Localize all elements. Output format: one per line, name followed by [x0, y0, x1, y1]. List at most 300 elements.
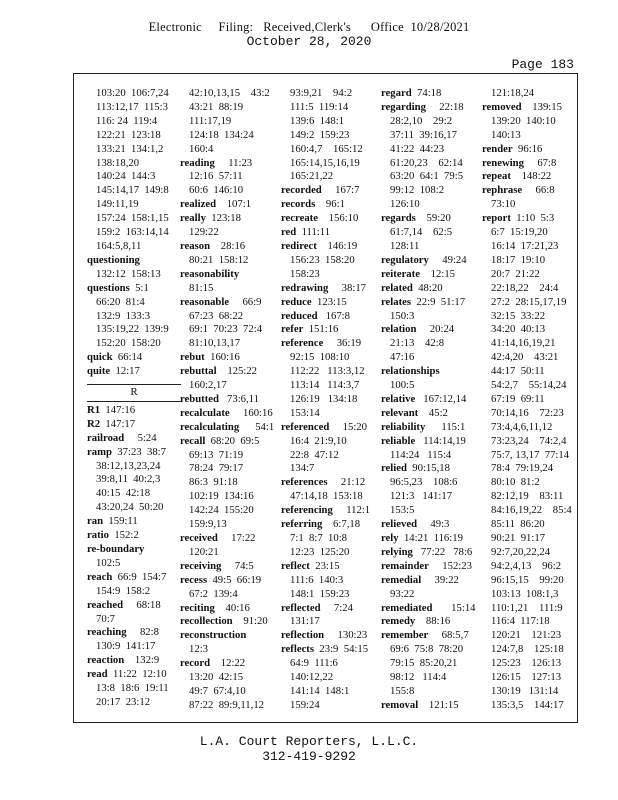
index-continuation — [180, 101, 274, 115]
index-entry — [87, 432, 181, 446]
index-entry — [87, 365, 181, 379]
page-line-refs: 45:2 — [418, 406, 448, 419]
index-word: reading — [180, 156, 215, 169]
index-continuation — [180, 379, 274, 393]
index-continuation — [281, 435, 375, 449]
index-continuation — [381, 588, 475, 602]
index-continuation — [381, 143, 475, 157]
index-entry — [180, 407, 274, 421]
index-continuation — [381, 643, 475, 657]
page-line-refs: 94:2,4,13 96:2 — [491, 559, 562, 572]
index-word: referencing — [281, 504, 333, 517]
page-line-refs: 22:8 47:12 — [290, 448, 339, 461]
page-line-refs: 5:1 — [129, 281, 149, 294]
page-line-refs: 93:9,21 94:2 — [290, 87, 353, 99]
index-entry — [381, 615, 475, 629]
section-heading: R — [130, 386, 138, 399]
page-line-refs: 133:21 134:1,2 — [96, 142, 164, 155]
index-entry — [381, 518, 475, 532]
page-line-refs: 96:15,15 99:20 — [491, 573, 564, 586]
index-continuation — [87, 129, 181, 143]
index-word: remainder — [381, 559, 429, 572]
index-continuation — [281, 143, 375, 157]
page-line-refs: 167:12,14 — [415, 392, 467, 405]
index-continuation — [180, 685, 274, 699]
page-line-refs: 126:10 — [390, 198, 420, 211]
page-line-refs: 111:17,19 — [189, 114, 232, 127]
index-word: removal — [381, 698, 419, 711]
index-entry — [87, 599, 181, 613]
page-line-refs: 157:24 158:1,15 — [96, 212, 169, 225]
page-line-refs: 43:20,24 50:20 — [96, 501, 164, 514]
index-entry — [87, 282, 181, 296]
index-entry — [180, 435, 274, 449]
page-line-refs: 66:8 — [522, 184, 555, 197]
index-continuation — [87, 613, 181, 627]
index-entry — [87, 418, 181, 432]
page-line-refs: 20:7 21:22 — [491, 267, 540, 280]
index-continuation — [482, 546, 576, 560]
index-entry — [381, 393, 475, 407]
page-line-refs: 96:16 — [512, 142, 543, 155]
page-line-refs: 74:18 — [411, 87, 442, 99]
index-continuation — [180, 462, 274, 476]
index-continuation — [87, 585, 181, 599]
page-line-refs: 85:11 86:20 — [491, 518, 545, 531]
index-word: ran — [87, 515, 104, 528]
index-continuation — [482, 462, 576, 476]
index-continuation — [482, 629, 576, 643]
index-continuation — [87, 170, 181, 184]
page-line-refs: 92:7,20,22,24 — [491, 545, 551, 558]
index-continuation — [482, 671, 576, 685]
index-word: recreate — [281, 212, 318, 225]
index-entry — [281, 504, 375, 518]
index-continuation — [482, 351, 576, 365]
page-line-refs: 110:1,21 111:9 — [491, 601, 563, 614]
index-continuation — [281, 268, 375, 282]
index-column-3 — [281, 87, 375, 713]
page-line-refs: 12:15 — [419, 267, 456, 280]
index-entry — [381, 323, 475, 337]
page-line-refs: 93:22 — [390, 587, 415, 600]
page-line-refs: 75:7, 13,17 77:14 — [491, 448, 570, 461]
index-word: reiterate — [381, 267, 420, 280]
page-line-refs: 6:7 15:19,20 — [491, 226, 548, 239]
index-entry — [482, 157, 576, 171]
index-entry — [87, 254, 181, 268]
page-line-refs: 21:12 — [327, 476, 366, 489]
page-line-refs: 152:20 158:20 — [96, 337, 161, 350]
page-line-refs: 124:7,8 125:18 — [491, 643, 564, 656]
page-line-refs: 16:4 21:9,10 — [290, 434, 347, 447]
index-entry — [281, 602, 375, 616]
page-line-refs: 22:18,22 24:4 — [491, 281, 559, 294]
index-entry — [180, 657, 274, 671]
index-continuation — [281, 365, 375, 379]
index-word: remedy — [381, 615, 416, 628]
index-entry — [381, 435, 475, 449]
index-word: referenced — [281, 420, 330, 433]
index-word: references — [281, 476, 328, 489]
index-continuation — [281, 490, 375, 504]
page-line-refs: 122:21 123:18 — [96, 128, 161, 141]
page-line-refs: 67:19 69:11 — [491, 392, 545, 405]
index-entry — [180, 560, 274, 574]
index-entry — [180, 198, 274, 212]
index-entry — [381, 296, 475, 310]
index-word: reasonability — [180, 267, 240, 280]
page-line-refs: 132:12 158:13 — [96, 267, 161, 280]
index-continuation — [281, 393, 375, 407]
page-line-refs: 112:22 113:3,12 — [290, 365, 365, 378]
page-line-refs: 121:3 141:17 — [390, 490, 453, 503]
page-line-refs: 111:6 140:3 — [290, 573, 344, 586]
index-entry — [180, 157, 274, 171]
index-continuation — [87, 310, 181, 324]
index-word: record — [180, 657, 211, 670]
index-entry — [87, 404, 181, 418]
index-continuation — [180, 143, 274, 157]
index-continuation — [87, 501, 181, 515]
index-entry — [281, 212, 375, 226]
index-word: relying — [381, 545, 413, 558]
index-continuation — [482, 602, 576, 616]
page-line-refs: 159:2 163:14,14 — [96, 226, 169, 239]
page-line-refs: 107:1 — [216, 198, 252, 211]
index-continuation — [281, 671, 375, 685]
index-word: redirect — [281, 239, 317, 252]
page-line-refs: 140:12,22 — [290, 671, 334, 684]
index-continuation — [482, 226, 576, 240]
index-entry — [482, 212, 576, 226]
index-word: render — [482, 142, 513, 155]
page-line-refs: 112:1 — [332, 504, 371, 517]
page-line-refs: 139:15 — [521, 100, 562, 113]
index-continuation — [87, 460, 181, 474]
page-line-refs: 132:9 — [124, 654, 160, 667]
index-continuation — [281, 101, 375, 115]
index-continuation — [381, 115, 475, 129]
page-line-refs: 66:9 — [229, 295, 262, 308]
index-word: reflects — [281, 643, 315, 656]
page-line-refs: 111:11 — [296, 226, 331, 239]
index-continuation — [381, 170, 475, 184]
index-continuation — [180, 115, 274, 129]
index-entry — [381, 421, 475, 435]
page-line-refs: 67:23 68:22 — [189, 309, 244, 322]
page-line-refs: 12:16 57:11 — [189, 170, 243, 183]
index-word: realized — [180, 198, 217, 211]
index-continuation — [281, 532, 375, 546]
index-continuation — [281, 157, 375, 171]
index-continuation — [381, 157, 475, 171]
page-line-refs: 82:8 — [126, 626, 159, 639]
page-line-refs: 159:24 — [290, 698, 320, 711]
index-continuation — [482, 393, 576, 407]
index-word: relieved — [381, 518, 418, 531]
index-continuation — [180, 254, 274, 268]
index-column-4 — [381, 87, 475, 713]
index-entry — [87, 626, 181, 640]
index-entry — [87, 571, 181, 585]
index-continuation — [482, 268, 576, 282]
index-entry — [281, 629, 375, 643]
index-continuation — [281, 407, 375, 421]
page-line-refs: 67:8 — [523, 156, 557, 169]
index-continuation — [482, 296, 576, 310]
index-entry — [180, 365, 274, 379]
index-entry — [381, 407, 475, 421]
index-continuation — [87, 157, 181, 171]
page-line-refs: 130:23 — [324, 629, 368, 642]
page-line-refs: 114:14,19 — [415, 434, 466, 447]
index-continuation — [482, 240, 576, 254]
page-line-refs: 17:22 — [217, 532, 256, 544]
page-line-refs: 123:18 — [205, 212, 241, 225]
index-continuation — [281, 254, 375, 268]
index-continuation — [180, 310, 274, 324]
page-line-refs: 5:24 — [124, 431, 157, 444]
index-entry — [281, 323, 375, 337]
page-line-refs: 116:4 117:18 — [491, 615, 550, 628]
page-line-refs: 41:22 44:23 — [390, 142, 445, 155]
index-word: recalculating — [180, 420, 240, 433]
index-word: regards — [381, 212, 416, 225]
index-word: rebuttal — [180, 365, 217, 378]
page-line-refs: 102:19 134:16 — [189, 490, 254, 503]
page-line-refs: 66:14 — [112, 351, 143, 364]
page-line-refs: 151:16 — [303, 323, 339, 336]
index-continuation — [381, 379, 475, 393]
page-line-refs: 70:14,16 72:23 — [491, 406, 564, 419]
page-line-refs: 167:8 — [317, 309, 350, 322]
page-line-refs: 38:17 — [328, 281, 367, 294]
index-continuation — [87, 87, 181, 101]
page-line-refs: 13:20 42:15 — [189, 671, 244, 684]
page-line-refs: 78:4 79:19,24 — [491, 462, 554, 475]
index-word: reconstruction — [180, 629, 247, 642]
page-line-refs: 68:5,7 — [428, 629, 469, 642]
index-continuation — [87, 640, 181, 654]
index-continuation — [482, 560, 576, 574]
index-word: removed — [482, 100, 522, 113]
index-continuation — [281, 379, 375, 393]
index-word: quick — [87, 351, 113, 364]
index-continuation — [482, 254, 576, 268]
index-word: recess — [180, 573, 208, 586]
index-entry — [180, 629, 274, 643]
page-line-refs: 13:8 18:6 19:11 — [96, 682, 169, 695]
page-line-refs: 69:1 70:23 72:4 — [189, 323, 263, 336]
index-entry — [381, 212, 475, 226]
page-line-refs: 27:2 28:15,17,19 — [491, 295, 567, 308]
page-line-refs: 148:1 159:23 — [290, 587, 350, 600]
page-line-refs: 54:2,7 55:14,24 — [491, 379, 567, 392]
index-entry — [281, 421, 375, 435]
index-entry — [180, 351, 274, 365]
index-entry — [482, 170, 576, 184]
page-line-refs: 99:12 108:2 — [390, 184, 445, 197]
page-line-refs: 43:21 88:19 — [189, 100, 244, 113]
page-line-refs: 73:23,24 74:2,4 — [491, 434, 567, 447]
index-word: railroad — [87, 431, 125, 444]
index-entry — [87, 529, 181, 543]
page-line-refs: 120:21 — [189, 545, 219, 558]
page-line-refs: 120:21 121:23 — [491, 629, 562, 642]
page-line-refs: 154:9 158:2 — [96, 584, 151, 597]
page-line-refs: 90:15,18 — [406, 462, 450, 475]
page-line-refs: 22:18 — [425, 100, 464, 113]
index-entry — [87, 351, 181, 365]
index-entry — [381, 629, 475, 643]
index-continuation — [87, 682, 181, 696]
index-continuation — [180, 490, 274, 504]
section-divider — [87, 384, 181, 385]
index-continuation — [482, 490, 576, 504]
index-word: renewing — [482, 156, 524, 169]
page-line-refs: 135:3,5 144:17 — [491, 698, 564, 711]
page-line-refs: 149:11,19 — [96, 198, 139, 211]
index-continuation — [87, 184, 181, 198]
index-word: reaching — [87, 626, 127, 639]
page-line-refs: 38:12,13,23,24 — [96, 459, 161, 472]
page-line-refs: 160:16 — [204, 351, 240, 364]
index-continuation — [281, 699, 375, 713]
page-line-refs: 153:14 — [290, 406, 320, 419]
index-continuation — [482, 379, 576, 393]
page-line-refs: 28:2,10 29:2 — [390, 114, 453, 127]
page-line-refs: 88:16 — [415, 615, 451, 628]
index-box — [73, 73, 578, 723]
index-entry — [87, 446, 181, 460]
page-line-refs: 41:14,16,19,21 — [491, 337, 556, 350]
page-line-refs: 115:1 — [425, 420, 466, 433]
index-entry — [381, 282, 475, 296]
page-line-refs: 131:17 — [290, 615, 320, 628]
index-continuation — [281, 115, 375, 129]
page-line-refs: 40:15 42:18 — [96, 487, 151, 500]
index-word: reliability — [381, 420, 426, 433]
index-word: remediated — [381, 601, 433, 614]
index-entry — [381, 268, 475, 282]
page-line-refs: 130:9 141:17 — [96, 640, 156, 653]
page-line-refs: 59:20 — [415, 212, 451, 225]
index-entry — [381, 602, 475, 616]
index-continuation — [482, 574, 576, 588]
index-continuation — [180, 87, 274, 101]
index-word: reflect — [281, 559, 310, 572]
index-continuation — [180, 476, 274, 490]
page-line-refs: 11:22 12:10 — [107, 668, 167, 681]
index-continuation — [281, 685, 375, 699]
page-line-refs: 156:23 158:20 — [290, 253, 355, 266]
index-entry — [180, 393, 274, 407]
page-line-refs: 159:9,13 — [189, 518, 227, 531]
page-line-refs: 130:19 131:14 — [491, 684, 559, 697]
page-line-refs: 134:7 — [290, 462, 315, 475]
page-line-refs: 39:8,11 40:2,3 — [96, 473, 161, 486]
page-line-refs: 21:13 42:8 — [390, 337, 445, 350]
index-continuation — [482, 407, 576, 421]
index-word: questioning — [87, 253, 140, 266]
index-continuation — [281, 588, 375, 602]
page-line-refs: 69:13 71:19 — [189, 448, 244, 461]
page-line-refs: 44:17 50:11 — [491, 365, 545, 378]
index-word: recalculate — [180, 406, 230, 419]
index-word: redrawing — [281, 281, 329, 294]
index-continuation — [482, 282, 576, 296]
index-entry — [281, 296, 375, 310]
index-word: reasonable — [180, 295, 230, 308]
page-line-refs: 126:19 134:18 — [290, 392, 358, 405]
page-line-refs: 11:23 — [214, 156, 253, 169]
index-entry — [180, 602, 274, 616]
index-word: ramp — [87, 445, 112, 458]
index-entry — [281, 240, 375, 254]
page-line-refs: 121:15 — [418, 698, 459, 711]
page-line-refs: 73:4,4,6,11,12 — [491, 420, 553, 433]
index-continuation — [482, 198, 576, 212]
index-continuation — [482, 421, 576, 435]
index-continuation — [381, 671, 475, 685]
index-continuation — [180, 323, 274, 337]
page-line-refs: 90:21 91:17 — [491, 532, 546, 544]
page-line-refs: 37:11 39:16,17 — [390, 128, 457, 141]
index-word: regarding — [381, 100, 426, 113]
page-line-refs: 121:18,24 — [491, 87, 535, 99]
page-line-refs: 36:19 — [323, 337, 362, 350]
page-line-refs: 139:20 140:10 — [491, 114, 556, 127]
index-word: remedial — [381, 573, 422, 586]
page-line-refs: 23:15 — [309, 559, 340, 572]
index-entry — [180, 240, 274, 254]
index-continuation — [482, 129, 576, 143]
index-continuation — [482, 657, 576, 671]
page-line-refs: 153:5 — [390, 504, 415, 517]
page-line-refs: 1:10 5:3 — [510, 212, 555, 225]
index-entry — [180, 574, 274, 588]
index-continuation — [87, 473, 181, 487]
index-continuation — [482, 323, 576, 337]
index-entry — [381, 87, 475, 101]
filing-stamp-line: Electronic Filing: Received,Clerk's Office 10/28/2021 — [148, 20, 470, 34]
index-word: relation — [381, 323, 417, 336]
page-line-refs: 66:20 81:4 — [96, 295, 145, 308]
index-word: reaction — [87, 654, 125, 667]
index-continuation — [281, 170, 375, 184]
page-line-refs: 15:14 — [432, 601, 476, 614]
index-continuation — [87, 143, 181, 157]
page-line-refs: 49:5 66:19 — [207, 573, 262, 586]
index-entry — [281, 476, 375, 490]
page-line-refs: 48:20 — [412, 281, 443, 294]
page-line-refs: 49:24 — [428, 253, 467, 266]
page-line-refs: 132:9 133:3 — [96, 309, 151, 322]
index-column-5 — [482, 87, 576, 713]
page-line-refs: 152:23 — [428, 559, 472, 572]
page-line-refs: 81:15 — [189, 281, 214, 294]
page-line-refs: 164:5,8,11 — [96, 239, 142, 252]
index-continuation — [180, 449, 274, 463]
index-entry — [281, 310, 375, 324]
index-continuation — [180, 184, 274, 198]
index-word: relates — [381, 295, 412, 308]
index-continuation — [482, 699, 576, 713]
page-line-refs: 165:14,15,16,19 — [290, 156, 360, 169]
index-word: receiving — [180, 559, 222, 572]
index-continuation — [482, 643, 576, 657]
